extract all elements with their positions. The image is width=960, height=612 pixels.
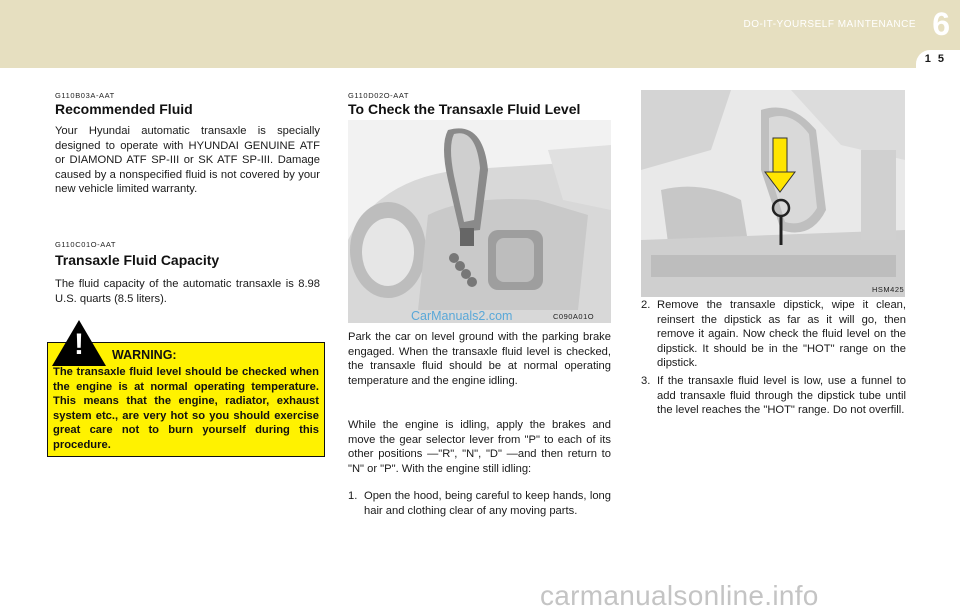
step-number: 3. (641, 375, 651, 387)
step-number: 1. (348, 490, 358, 502)
step-number: 2. (641, 299, 651, 311)
section-title: DO-IT-YOURSELF MAINTENANCE (743, 19, 916, 30)
chapter-number: 6 (932, 6, 950, 42)
gear-selector-illustration (348, 120, 611, 323)
step-item-2 (641, 298, 906, 371)
warning-title: WARNING: (112, 348, 177, 362)
figure-code-2: HSM425 (872, 285, 905, 294)
exclamation-icon: ! (74, 328, 84, 361)
footer-watermark: carmanualsonline.info (540, 580, 819, 611)
fluid-heading: Recommended Fluid (55, 101, 193, 117)
gear-selector-figure (348, 120, 611, 323)
step-text: Remove the transaxle dipstick, wipe it clean, reinsert the dipstick as far as it will go, then remove it again. Now check the fluid level on the dipstick. It should be in the "HOT" range on the dipstick. (657, 299, 906, 370)
figure-code-1: C090A01O (553, 312, 595, 321)
step-item-3 (641, 374, 906, 418)
check-para-2: While the engine is idling, apply the brakes and move the gear selector lever from "P" to each of its other positions —"R", "N", "D" —and then return to "N" or "P". With the engine still idling: (348, 419, 611, 475)
step-text: Open the hood, being careful to keep hands, long hair and clothing clear of any moving parts. (364, 490, 611, 517)
fluid-body: Your Hyundai automatic transaxle is specially designed to operate with HYUNDAI GENUINE ATF or DIAMOND ATF SP-III or SK ATF SP-III. Damage caused by a nonspecified fluid is not covered by your new vehicle limited warranty. (55, 125, 320, 196)
page-number: 1 5 (924, 53, 946, 65)
step-text: If the transaxle fluid level is low, use a funnel to add transaxle fluid through the dipstick tube until the level reaches the "HOT" range. Do not overfill. (657, 375, 906, 417)
capacity-body: The fluid capacity of the automatic transaxle is 8.98 U.S. quarts (8.5 liters). (55, 278, 320, 305)
warning-body: The transaxle fluid level should be checked when the engine is at normal operating temperature. This means that the engine, radiator, exhaust system etc., are very hot so you should exercise great care not to burn yourself during this procedure. (53, 366, 319, 451)
capacity-heading: Transaxle Fluid Capacity (55, 252, 220, 268)
check-code: G110D02O-AAT (348, 91, 410, 100)
watermark-link: CarManuals2.com (411, 309, 513, 323)
fluid-code: G110B03A-AAT (55, 91, 115, 100)
header-band (0, 0, 960, 68)
engine-bay-figure (641, 90, 905, 297)
check-heading: To Check the Transaxle Fluid Level (348, 101, 581, 117)
capacity-code: G110C01O-AAT (55, 240, 117, 249)
engine-bay-illustration (641, 90, 905, 297)
check-para-1: Park the car on level ground with the parking brake engaged. When the transaxle fluid level is checked, the transaxle fluid should be at normal operating temperature and the engine idling. (348, 331, 611, 387)
step-item-1 (348, 489, 611, 518)
